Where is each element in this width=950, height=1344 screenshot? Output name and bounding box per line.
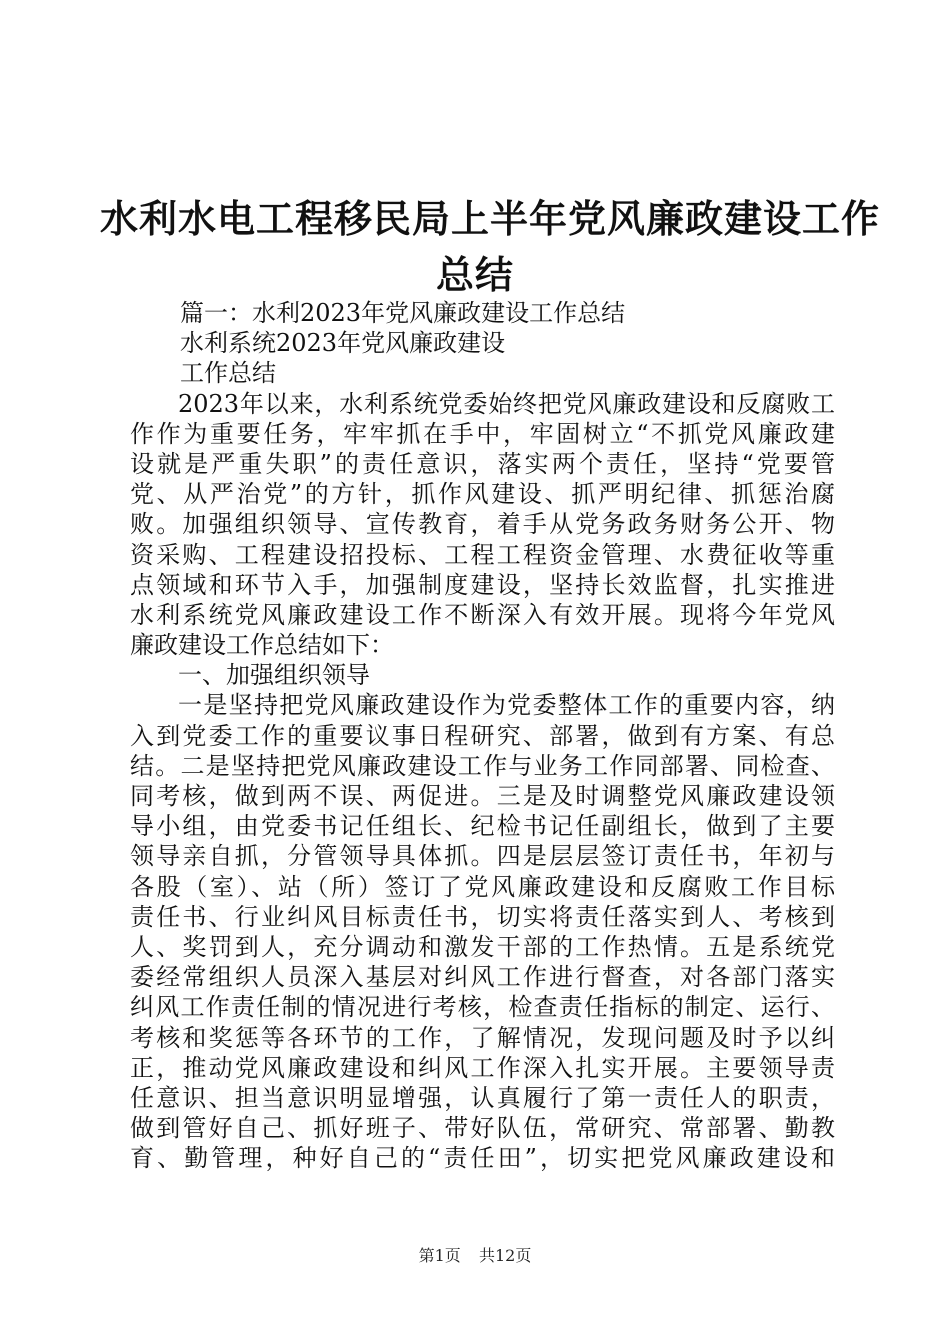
paragraph-line: 2023年以来，水利系统党委始终把党风廉政建设和反腐败工 bbox=[178, 389, 835, 418]
paragraph-line: 设就是严重失职”的责任意识，落实两个责任，坚持“党要管 bbox=[130, 449, 835, 478]
page-footer bbox=[0, 1243, 950, 1266]
paragraph-line: 导小组，由党委书记任组长、纪检书记任副组长，做到了主要 bbox=[130, 812, 835, 841]
paragraph-line: 考核和奖惩等各环节的工作，了解情况，发现问题及时予以纠 bbox=[130, 1023, 835, 1052]
paragraph-line: 人、奖罚到人，充分调动和激发干部的工作热情。五是系统党 bbox=[130, 932, 835, 961]
paragraph-line: 作作为重要任务，牢牢抓在手中，牢固树立“不抓党风廉政建 bbox=[130, 419, 835, 448]
paragraph-line: 败。加强组织领导、宣传教育，着手从党务政务财务公开、物 bbox=[130, 510, 835, 539]
paragraph-line: 委经常组织人员深入基层对纠风工作进行督查，对各部门落实 bbox=[130, 963, 835, 992]
paragraph-line: 纠风工作责任制的情况进行考核，检查责任指标的制定、运行、 bbox=[130, 993, 835, 1022]
paragraph-line: 领导亲自抓，分管领导具体抓。四是层层签订责任书，年初与 bbox=[130, 842, 835, 871]
paragraph-line: 入到党委工作的重要议事日程研究、部署，做到有方案、有总 bbox=[130, 721, 835, 750]
paragraph-line: 一是坚持把党风廉政建设作为党委整体工作的重要内容，纳 bbox=[178, 691, 835, 720]
paragraph-line: 做到管好自己、抓好班子、带好队伍，常研究、常部署、勤教 bbox=[130, 1114, 835, 1143]
page-number: 第1页 bbox=[418, 1246, 461, 1265]
paragraph-line: 点领域和环节入手，加强制度建设，坚持长效监督，扎实推进 bbox=[130, 570, 835, 599]
document-title-line-2: 总结 bbox=[435, 253, 514, 297]
document-title-line-1: 水利水电工程移民局上半年党风廉政建设工作 bbox=[100, 197, 881, 241]
paragraph-line: 正，推动党风廉政建设和纠风工作深入扎实开展。主要领导责 bbox=[130, 1053, 835, 1082]
section-heading-line: 一、加强组织领导 bbox=[178, 661, 370, 690]
subtitle-line: 工作总结 bbox=[180, 359, 276, 388]
paragraph-line: 资采购、工程建设招投标、工程工程资金管理、水费征收等重 bbox=[130, 540, 835, 569]
paragraph-line: 党、从严治党”的方针，抓作风建设、抓严明纪律、抓惩治腐 bbox=[130, 480, 835, 509]
paragraph-line: 同考核，做到两不误、两促进。三是及时调整党风廉政建设领 bbox=[130, 782, 835, 810]
paragraph-line: 责任书、行业纠风目标责任书，切实将责任落实到人、考核到 bbox=[130, 902, 835, 931]
page-total: 共12页 bbox=[479, 1246, 532, 1265]
subtitle-line: 水利系统2023年党风廉政建设 bbox=[180, 329, 506, 358]
paragraph-line: 廉政建设工作总结如下： bbox=[130, 631, 394, 660]
paragraph-line: 水利系统党风廉政建设工作不断深入有效开展。现将今年党风 bbox=[130, 600, 835, 629]
paragraph-line: 各股（室）、站（所）签订了党风廉政建设和反腐败工作目标 bbox=[130, 872, 835, 901]
section-heading-line: 篇一：水利2023年党风廉政建设工作总结 bbox=[180, 299, 626, 327]
document-body bbox=[130, 298, 835, 1173]
paragraph-line: 结。二是坚持把党风廉政建设工作与业务工作同部署、同检查、 bbox=[130, 751, 835, 780]
paragraph-line: 任意识、担当意识明显增强，认真履行了第一责任人的职责， bbox=[130, 1083, 835, 1112]
paragraph-line: 育、勤管理，种好自己的“责任田”，切实把党风廉政建设和 bbox=[130, 1144, 835, 1173]
